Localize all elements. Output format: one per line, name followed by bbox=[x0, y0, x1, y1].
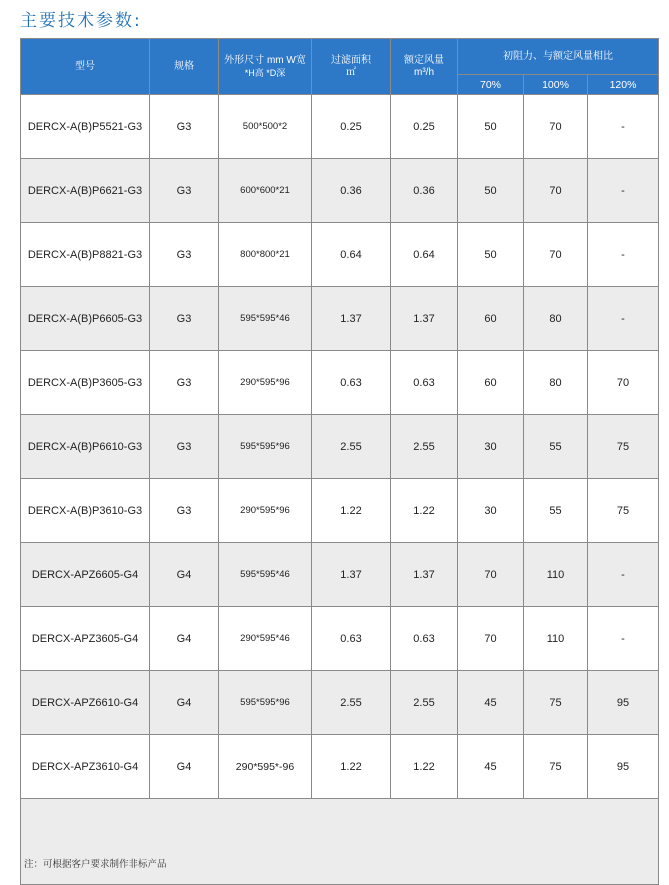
cell-dimensions: 500*500*2 bbox=[219, 95, 312, 159]
cell-model: DERCX-APZ6605-G4 bbox=[21, 543, 150, 607]
cell-airflow: 1.22 bbox=[391, 735, 458, 799]
cell-r120: - bbox=[588, 159, 659, 223]
table-row bbox=[21, 95, 659, 159]
cell-r70: 60 bbox=[458, 287, 524, 351]
header-pct-70: 70% bbox=[458, 75, 524, 95]
cell-grade: G4 bbox=[150, 671, 219, 735]
cell-area: 1.37 bbox=[312, 543, 391, 607]
header-pct-120: 120% bbox=[588, 75, 659, 95]
cell-r100: 75 bbox=[524, 735, 588, 799]
cell-r70: 30 bbox=[458, 415, 524, 479]
cell-area: 2.55 bbox=[312, 415, 391, 479]
header-filter-area bbox=[312, 39, 391, 95]
cell-r120: 95 bbox=[588, 671, 659, 735]
cell-grade: G3 bbox=[150, 223, 219, 287]
table-row bbox=[21, 415, 659, 479]
cell-r70: 45 bbox=[458, 735, 524, 799]
cell-dimensions: 290*595*-96 bbox=[219, 735, 312, 799]
cell-grade: G4 bbox=[150, 543, 219, 607]
table-row bbox=[21, 223, 659, 287]
cell-airflow: 1.22 bbox=[391, 479, 458, 543]
spec-table bbox=[20, 38, 659, 885]
cell-grade: G3 bbox=[150, 415, 219, 479]
header-dimensions-line2: *H高 *D深 bbox=[244, 67, 286, 78]
cell-r100: 55 bbox=[524, 415, 588, 479]
cell-airflow: 1.37 bbox=[391, 287, 458, 351]
cell-r120: - bbox=[588, 607, 659, 671]
cell-r100: 55 bbox=[524, 479, 588, 543]
cell-area: 0.63 bbox=[312, 351, 391, 415]
cell-dimensions: 595*595*96 bbox=[219, 671, 312, 735]
cell-r70: 60 bbox=[458, 351, 524, 415]
cell-model: DERCX-A(B)P3605-G3 bbox=[21, 351, 150, 415]
cell-r100: 75 bbox=[524, 671, 588, 735]
table-row bbox=[21, 287, 659, 351]
cell-area: 0.36 bbox=[312, 159, 391, 223]
cell-area: 0.63 bbox=[312, 607, 391, 671]
table-row bbox=[21, 735, 659, 799]
header-filter-area-line2: ㎡ bbox=[346, 66, 356, 78]
cell-dimensions: 290*595*96 bbox=[219, 351, 312, 415]
header-grade: 规格 bbox=[150, 39, 219, 95]
table-row bbox=[21, 479, 659, 543]
cell-r70: 30 bbox=[458, 479, 524, 543]
cell-dimensions: 595*595*46 bbox=[219, 287, 312, 351]
cell-dimensions: 595*595*96 bbox=[219, 415, 312, 479]
header-airflow bbox=[391, 39, 458, 95]
cell-area: 2.55 bbox=[312, 671, 391, 735]
cell-model: DERCX-A(B)P3610-G3 bbox=[21, 479, 150, 543]
cell-airflow: 2.55 bbox=[391, 415, 458, 479]
cell-dimensions: 600*600*21 bbox=[219, 159, 312, 223]
cell-model: DERCX-A(B)P8821-G3 bbox=[21, 223, 150, 287]
cell-airflow: 0.63 bbox=[391, 351, 458, 415]
cell-r120: 70 bbox=[588, 351, 659, 415]
page-title: 主要技术参数: bbox=[20, 11, 142, 31]
cell-dimensions: 290*595*46 bbox=[219, 607, 312, 671]
cell-model: DERCX-APZ3605-G4 bbox=[21, 607, 150, 671]
cell-r100: 70 bbox=[524, 95, 588, 159]
cell-airflow: 0.64 bbox=[391, 223, 458, 287]
cell-model: DERCX-A(B)P6610-G3 bbox=[21, 415, 150, 479]
cell-area: 1.22 bbox=[312, 479, 391, 543]
cell-area: 0.64 bbox=[312, 223, 391, 287]
cell-r120: - bbox=[588, 95, 659, 159]
header-pct-100: 100% bbox=[524, 75, 588, 95]
header-model: 型号 bbox=[21, 39, 150, 95]
cell-model: DERCX-APZ3610-G4 bbox=[21, 735, 150, 799]
cell-airflow: 0.36 bbox=[391, 159, 458, 223]
cell-r70: 50 bbox=[458, 159, 524, 223]
cell-area: 1.22 bbox=[312, 735, 391, 799]
cell-r100: 110 bbox=[524, 607, 588, 671]
cell-grade: G3 bbox=[150, 287, 219, 351]
cell-grade: G3 bbox=[150, 95, 219, 159]
cell-r100: 80 bbox=[524, 351, 588, 415]
header-airflow-line2: m³/h bbox=[414, 66, 434, 78]
cell-r120: - bbox=[588, 287, 659, 351]
table-row bbox=[21, 607, 659, 671]
cell-r70: 70 bbox=[458, 607, 524, 671]
cell-r120: 95 bbox=[588, 735, 659, 799]
cell-model: DERCX-A(B)P6605-G3 bbox=[21, 287, 150, 351]
table-row bbox=[21, 159, 659, 223]
cell-model: DERCX-A(B)P5521-G3 bbox=[21, 95, 150, 159]
cell-area: 0.25 bbox=[312, 95, 391, 159]
note-row bbox=[21, 799, 659, 885]
spec-table-body bbox=[21, 95, 659, 885]
cell-r120: - bbox=[588, 223, 659, 287]
cell-airflow: 2.55 bbox=[391, 671, 458, 735]
header-dimensions bbox=[219, 39, 312, 95]
cell-r120: 75 bbox=[588, 479, 659, 543]
cell-r70: 50 bbox=[458, 95, 524, 159]
cell-model: DERCX-APZ6610-G4 bbox=[21, 671, 150, 735]
table-row bbox=[21, 351, 659, 415]
cell-dimensions: 800*800*21 bbox=[219, 223, 312, 287]
cell-airflow: 1.37 bbox=[391, 543, 458, 607]
cell-r100: 80 bbox=[524, 287, 588, 351]
table-note: 注：可根据客户要求制作非标产品 bbox=[21, 799, 659, 885]
cell-r120: 75 bbox=[588, 415, 659, 479]
table-row bbox=[21, 543, 659, 607]
header-resistance-group: 初阻力、与额定风量相比 bbox=[458, 39, 659, 75]
cell-dimensions: 290*595*96 bbox=[219, 479, 312, 543]
cell-r100: 110 bbox=[524, 543, 588, 607]
cell-grade: G3 bbox=[150, 351, 219, 415]
cell-r70: 70 bbox=[458, 543, 524, 607]
cell-grade: G4 bbox=[150, 735, 219, 799]
cell-r70: 45 bbox=[458, 671, 524, 735]
header-airflow-line1: 额定风量 bbox=[404, 54, 444, 66]
cell-grade: G4 bbox=[150, 607, 219, 671]
cell-airflow: 0.63 bbox=[391, 607, 458, 671]
cell-r120: - bbox=[588, 543, 659, 607]
cell-area: 1.37 bbox=[312, 287, 391, 351]
cell-airflow: 0.25 bbox=[391, 95, 458, 159]
cell-r70: 50 bbox=[458, 223, 524, 287]
cell-grade: G3 bbox=[150, 479, 219, 543]
cell-dimensions: 595*595*46 bbox=[219, 543, 312, 607]
header-filter-area-line1: 过滤面积 bbox=[331, 54, 371, 66]
cell-model: DERCX-A(B)P6621-G3 bbox=[21, 159, 150, 223]
cell-r100: 70 bbox=[524, 159, 588, 223]
cell-grade: G3 bbox=[150, 159, 219, 223]
cell-r100: 70 bbox=[524, 223, 588, 287]
header-dimensions-line1: 外形尺寸 mm W宽 bbox=[224, 54, 306, 66]
table-row bbox=[21, 671, 659, 735]
